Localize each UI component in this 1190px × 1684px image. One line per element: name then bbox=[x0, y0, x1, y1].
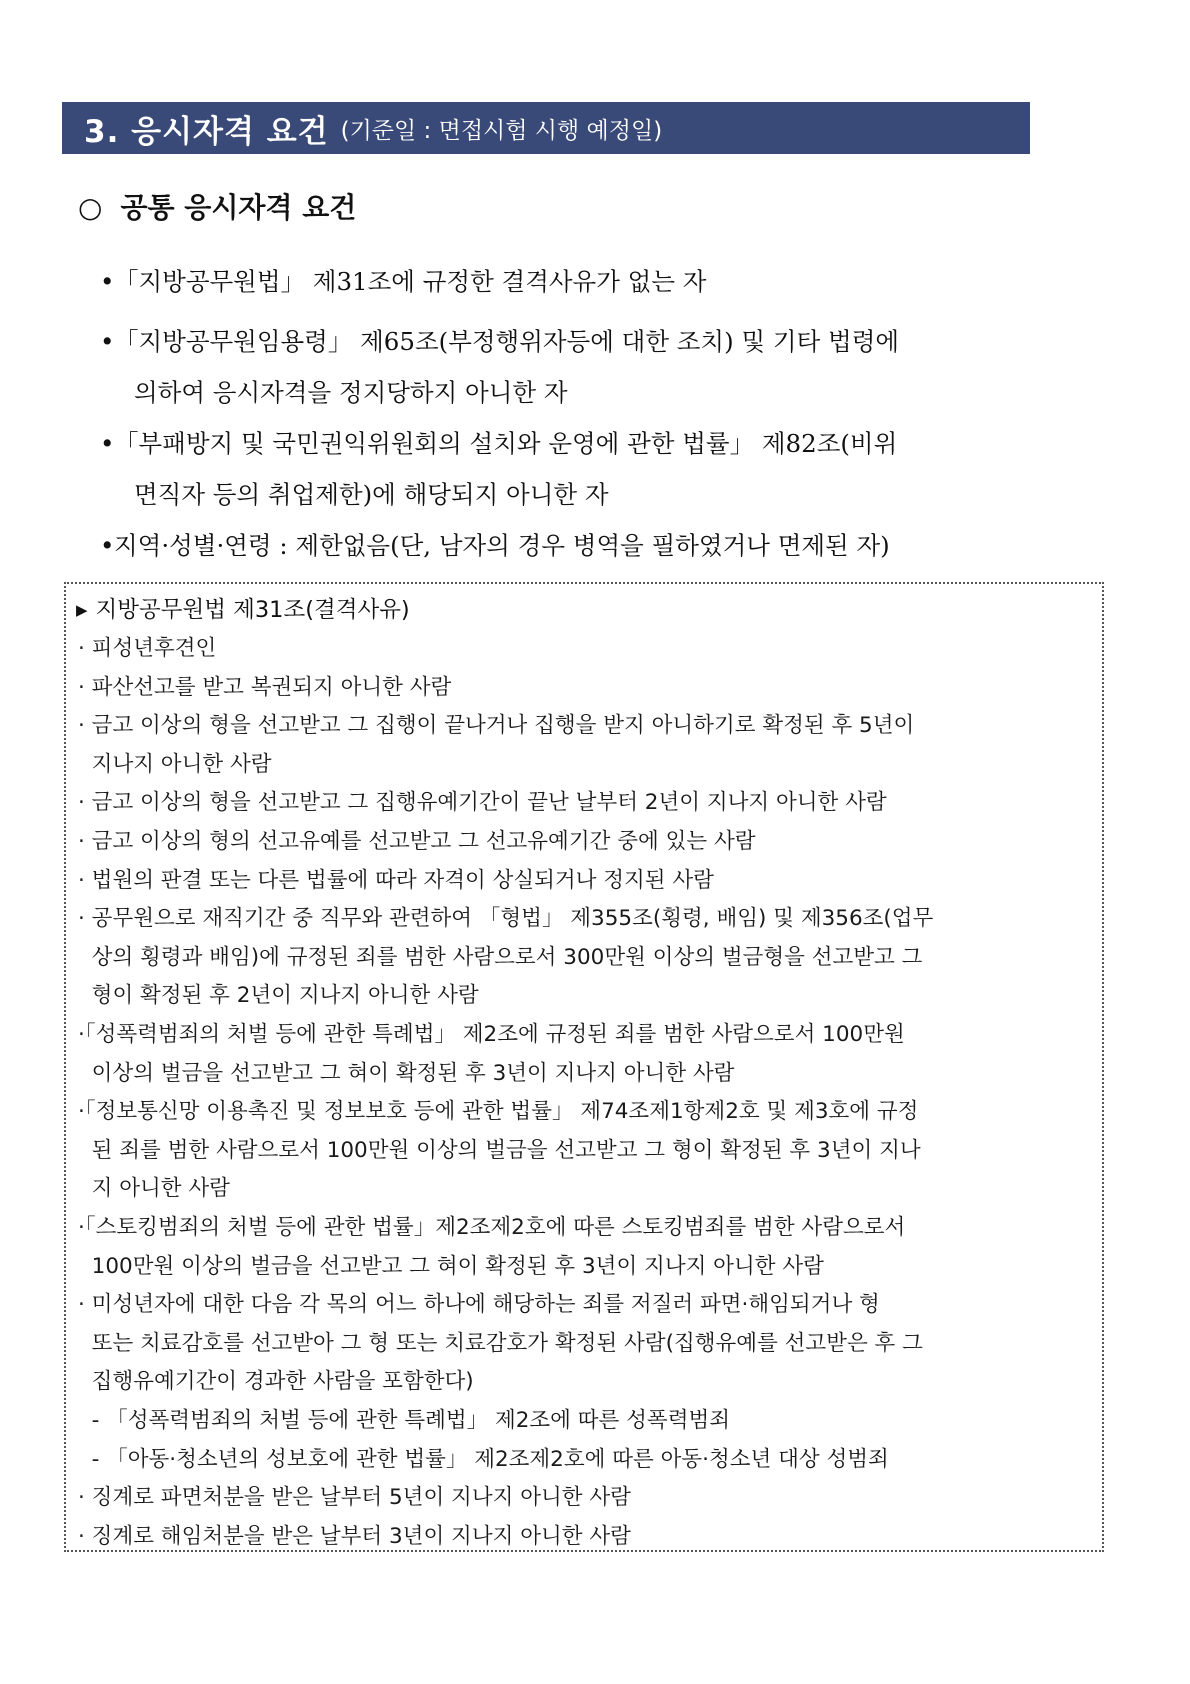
law-box-line: - 「아동·청소년의 성보호에 관한 법률」 제2조제2호에 따른 아동·청소년 대상 성범죄 bbox=[78, 1446, 889, 1472]
law-box-line: 집행유예기간이 경과한 사람을 포함한다) bbox=[78, 1369, 474, 1395]
common-requirements-heading bbox=[78, 186, 356, 226]
triangle-right-icon: ▶ bbox=[76, 601, 88, 619]
law-box-line: · 금고 이상의 형을 선고받고 그 집행유예기간이 끝난 날부터 2년이 지나지 아니한 사람 bbox=[78, 790, 887, 816]
common-requirements-title: 공통 응시자격 요건 bbox=[120, 191, 357, 224]
law-box-line: 이상의 벌금을 선고받고 그 혀이 확정된 후 3년이 지나지 아니한 사람 bbox=[78, 1060, 735, 1086]
requirement-text-continued: 의하여 응시자격을 정지당하지 아니한 자 bbox=[134, 378, 568, 407]
law-box-line: ·「성폭력범죄의 처벌 등에 관한 특례법」 제2조에 규정된 죄를 범한 사람으로서 100만원 bbox=[78, 1022, 905, 1047]
bullet-icon: • bbox=[100, 267, 115, 296]
law-box-line: 된 죄를 범한 사람으로서 100만원 이상의 벌금을 선고받고 그 형이 확정된 후 3년이 지나 bbox=[78, 1137, 921, 1163]
bullet-icon: • bbox=[100, 327, 115, 356]
disqualification-law-box bbox=[64, 582, 1104, 1552]
law-box-line: - 「성폭력범죄의 처벌 등에 관한 특례법」 제2조에 따른 성폭력범죄 bbox=[78, 1408, 731, 1433]
section-header-subtitle: (기준일 : 면접시험 시행 예정일) bbox=[340, 117, 663, 144]
requirement-item bbox=[100, 316, 1060, 418]
bullet-icon: • bbox=[100, 429, 115, 458]
bullet-icon: • bbox=[100, 531, 115, 560]
requirement-item bbox=[100, 256, 1060, 307]
law-box-line: 지 아니한 사람 bbox=[78, 1176, 230, 1202]
law-box-heading bbox=[76, 592, 410, 624]
law-box-line: · 금고 이상의 형의 선고유예를 선고받고 그 선고유예기간 중에 있는 사람 bbox=[78, 829, 756, 854]
law-box-line: 또는 치료감호를 선고받아 그 형 또는 치료감호가 확정된 사람(집행유예를 선고받은 후 그 bbox=[78, 1330, 923, 1356]
circle-marker-icon: ○ bbox=[78, 191, 103, 224]
law-box-title: 지방공무원법 제31조(결격사유) bbox=[95, 597, 410, 623]
law-box-line: · 금고 이상의 형을 선고받고 그 집행이 끝나거나 집행을 받지 아니하기로 확정된 후 5년이 bbox=[78, 713, 915, 739]
law-box-line: · 법원의 판결 또는 다른 법률에 따라 자격이 상실되거나 정지된 사람 bbox=[78, 867, 714, 893]
law-box-line: ·「스토킹범죄의 처벌 등에 관한 법률」제2조제2호에 따른 스토킹범죄를 범한 사람으로서 bbox=[78, 1215, 906, 1240]
section-header-bar bbox=[62, 102, 1030, 154]
law-box-line: · 피성년후견인 bbox=[78, 636, 217, 661]
requirement-item bbox=[100, 520, 1060, 571]
law-box-line: · 파산선고를 받고 복권되지 아니한 사람 bbox=[78, 674, 452, 700]
requirement-text: 「부패방지 및 국민권익위원회의 설치와 운영에 관한 법률」 제82조(비위 bbox=[114, 429, 898, 458]
law-box-line: 형이 확정된 후 2년이 지나지 아니한 사람 bbox=[78, 983, 479, 1009]
requirement-text: 「지방공무원임용령」 제65조(부정행위자등에 대한 조치) 및 기타 법령에 bbox=[114, 327, 900, 356]
law-box-line: 지나지 아니한 사람 bbox=[78, 751, 272, 777]
law-box-line: 상의 횡령과 배임)에 규정된 죄를 범한 사람으로서 300만원 이상의 벌금형을 선고받고 그 bbox=[78, 944, 923, 970]
law-box-line: · 미성년자에 대한 다음 각 목의 어느 하나에 해당하는 죄를 저질러 파면·해임되거나 형 bbox=[78, 1292, 880, 1318]
requirement-item bbox=[100, 418, 1060, 520]
law-box-line: · 공무원으로 재직기간 중 직무와 관련하여 「형법」 제355조(횡령, 배임) 및 제356조(업무 bbox=[78, 906, 934, 932]
law-box-line: · 징계로 파면처분을 받은 날부터 5년이 지나지 아니한 사람 bbox=[78, 1485, 631, 1511]
law-box-line: ·「정보통신망 이용촉진 및 정보보호 등에 관한 법률」 제74조제1항제2호 및 제3호에 규정 bbox=[78, 1099, 919, 1125]
section-header-title: 3. 응시자격 요건 bbox=[84, 113, 329, 150]
law-box-line: · 징계로 해임처분을 받은 날부터 3년이 지나지 아니한 사람 bbox=[78, 1523, 631, 1549]
law-box-line: 100만원 이상의 벌금을 선고받고 그 혀이 확정된 후 3년이 지나지 아니한 사람 bbox=[78, 1253, 824, 1279]
requirement-text-continued: 면직자 등의 취업제한)에 해당되지 아니한 자 bbox=[134, 480, 609, 509]
requirement-text: 「지방공무원법」 제31조에 규정한 결격사유가 없는 자 bbox=[114, 267, 707, 296]
requirement-text: 지역·성별·연령 : 제한없음(단, 남자의 경우 병역을 필하였거나 면제된 자) bbox=[114, 531, 890, 560]
